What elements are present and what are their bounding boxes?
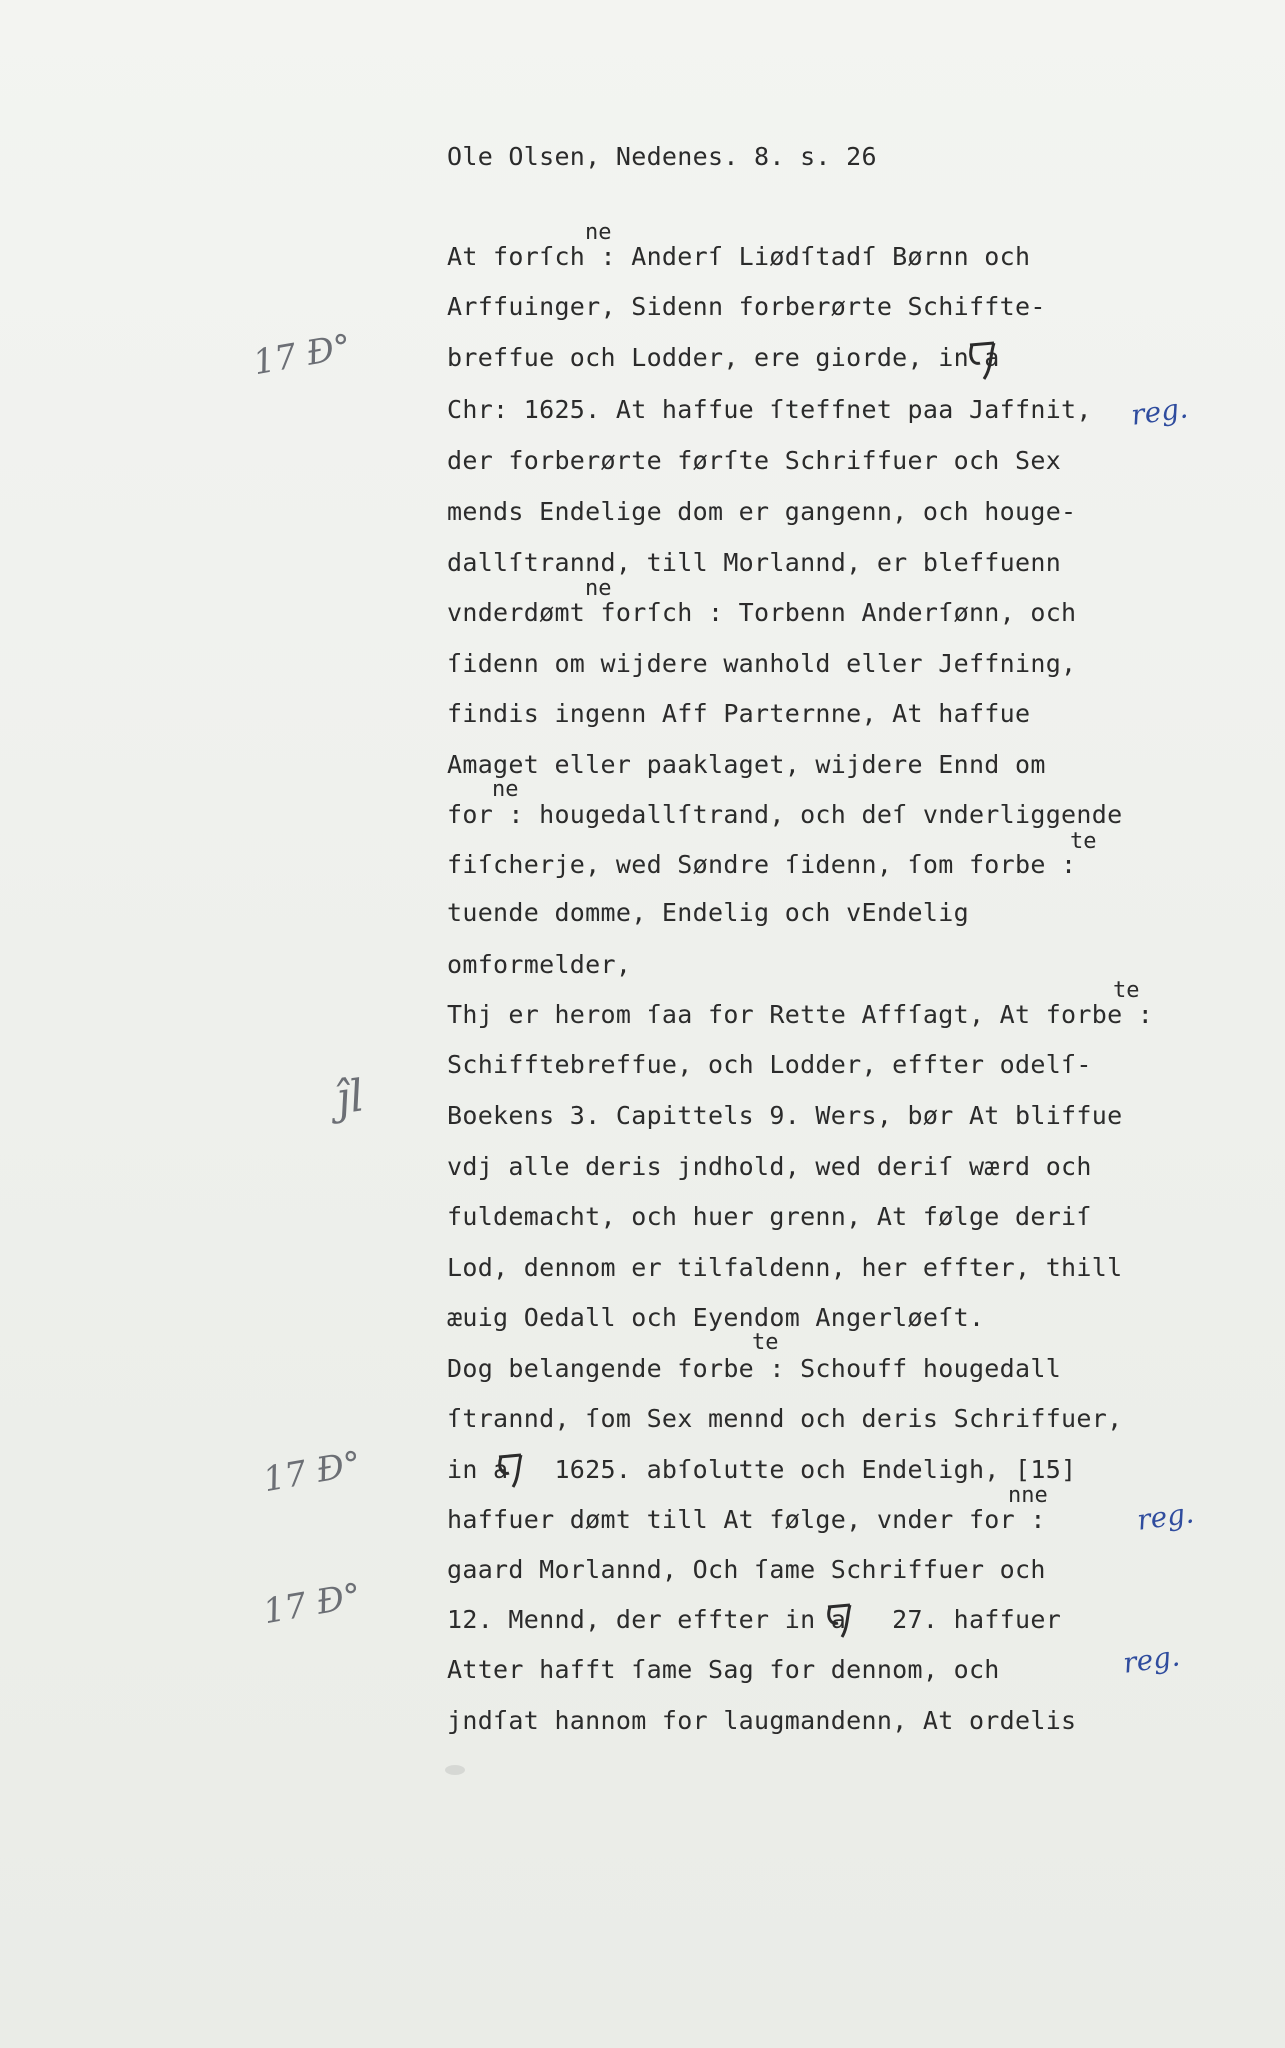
- superscript: te: [1070, 829, 1097, 854]
- margin-note-left: 17 Đ°: [250, 326, 355, 384]
- handwritten-anno-mark: [491, 1447, 535, 1491]
- text-line: Schifftebreffue, och Lodder, effter odelſ-: [447, 1050, 1092, 1079]
- text-line: der forberørte førſte Schriffuer och Sex: [447, 446, 1062, 475]
- text-line: haffuer dømt till At følge, vnder for :: [447, 1505, 1046, 1534]
- text-line: mends Endelige dom er gangenn, och houge-: [447, 497, 1077, 526]
- margin-note-right: reg.: [1120, 1639, 1182, 1680]
- superscript: te: [752, 1330, 779, 1355]
- text-line: dallſtrannd, till Morlannd, er bleffuenn: [447, 548, 1062, 577]
- superscript: te: [1113, 978, 1140, 1003]
- text-line: Thj er herom ſaa for Rette Affſagt, At forbe :: [447, 1000, 1154, 1029]
- text-line: Amaget eller paaklaget, wijdere Ennd om: [447, 750, 1046, 779]
- text-line: for : hougedallſtrand, och deſ vnderliggende: [447, 800, 1123, 829]
- superscript: ne: [585, 220, 612, 245]
- text-line: Lod, dennom er tilfaldenn, her effter, thill: [447, 1253, 1123, 1282]
- text-line: Atter hafft ſame Sag for dennom, och: [447, 1655, 1000, 1684]
- text-line: 12. Mennd, der effter in a 27. haffuer: [447, 1605, 1062, 1634]
- margin-note-left: 17 Đ°: [260, 1575, 365, 1633]
- superscript: ne: [492, 777, 519, 802]
- text-line: omformelder,: [447, 950, 632, 979]
- text-line: Chr: 1625. At haffue ſteffnet paa Jaffnit,: [447, 395, 1092, 424]
- superscript: nne: [1008, 1483, 1048, 1508]
- document-heading: Ole Olsen, Nedenes. 8. s. 26: [447, 142, 877, 171]
- margin-note-right: reg.: [1134, 1496, 1196, 1537]
- text-line: fuldemacht, och huer grenn, At følge deriſ: [447, 1202, 1092, 1231]
- text-line: findis ingenn Aff Parternne, At haffue: [447, 699, 1031, 728]
- text-line: Boekens 3. Capittels 9. Wers, bør At bliffue: [447, 1101, 1123, 1130]
- text-line: gaard Morlannd, Och ſame Schriffuer och: [447, 1555, 1046, 1584]
- superscript: ne: [585, 576, 612, 601]
- handwritten-anno-mark: [820, 1597, 864, 1641]
- text-line: tuende domme, Endelig och vEndelig: [447, 898, 969, 927]
- margin-note-right: reg.: [1128, 391, 1190, 432]
- text-line: breffue och Lodder, ere giorde, in a: [447, 343, 1046, 372]
- margin-note-left: ĵl: [332, 1070, 368, 1125]
- text-line: fiſcherje, wed Søndre ſidenn, ſom forbe :: [447, 850, 1077, 879]
- text-line: jndſat hannom for laugmandenn, At ordelis: [447, 1706, 1077, 1735]
- text-line: vdj alle deris jndhold, wed deriſ wærd och: [447, 1152, 1092, 1181]
- text-line: ſtrannd, ſom Sex mennd och deris Schriffuer,: [447, 1404, 1123, 1433]
- text-line: in a 1625. abſolutte och Endeligh, [15]: [447, 1455, 1077, 1484]
- paper-smudge: [445, 1765, 465, 1775]
- margin-note-left: 17 Đ°: [260, 1443, 365, 1501]
- text-line: Arffuinger, Sidenn forberørte Schiffte-: [447, 292, 1046, 321]
- text-line: ſidenn om wijdere wanhold eller Jeffning,: [447, 649, 1077, 678]
- text-line: vnderdømt forſch : Torbenn Anderſønn, och: [447, 598, 1077, 627]
- text-line: At forſch : Anderſ Liødſtadſ Børnn och: [447, 242, 1031, 271]
- text-line: æuig Oedall och Eyendom Angerløeſt.: [447, 1303, 985, 1332]
- handwritten-anno-mark: [960, 335, 1006, 383]
- text-line: Dog belangende forbe : Schouff hougedall: [447, 1354, 1062, 1383]
